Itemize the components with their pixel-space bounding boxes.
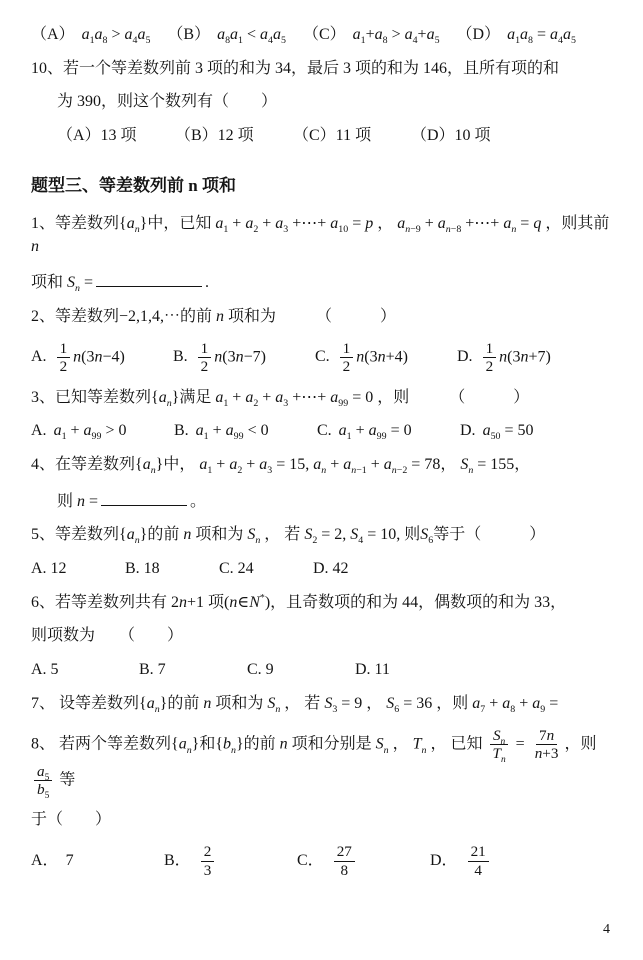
- option-label: A.: [31, 348, 47, 366]
- option: B. 7: [139, 661, 166, 679]
- option: [315, 340, 457, 376]
- q1-line2-text: 项和 $S_n$ =: [31, 274, 93, 295]
- option-value: $a_8a_1 < a_4a_5$: [217, 26, 286, 47]
- q5-options-row: [31, 558, 613, 581]
- option: [297, 843, 430, 879]
- option-value: [331, 843, 358, 879]
- q10-line2: 为 390，则这个数列有（ ）: [57, 93, 278, 111]
- fraction: $\frac{1}{2}$: [483, 340, 497, 376]
- q8-line1: 8、 若两个等差数列$\{a_n\}$和$\{b_n\}$的前 n 项和分别是 $S_n$ ， $T_n$ ， 已知 $\frac{S_n}{T_n}$ = $\frac{7n}{n+3}$ ，则 $\frac{a_5}{b_5}$ 等: [31, 726, 597, 801]
- q3-stem: 3、已知等差数列$\{a_n\}$满足 $a_1 + a_2 + a_3$ +⋯+ $a_{99} = 0$ ，则 （ ）: [31, 388, 530, 409]
- q5-stem: 5、等差数列$\{a_n\}$的前 n 项和为 $S_n$ ， 若 $S_2 = 2$, $S_4 = 10$, 则$S_6$等于（ ）: [31, 526, 546, 547]
- q1-line2-period: .: [205, 274, 209, 292]
- option: [31, 420, 174, 443]
- option-label: C.: [315, 348, 330, 366]
- option-label: D.: [457, 348, 473, 366]
- q10-options-row: [31, 125, 613, 148]
- option-value: [465, 843, 492, 879]
- option: （B）12 项: [175, 127, 254, 145]
- option: [317, 420, 460, 443]
- option-value: $\frac{1}{2}$ n(3n+4): [337, 340, 408, 376]
- option: [303, 24, 440, 47]
- option: [31, 850, 164, 873]
- blank-underline: [101, 488, 187, 506]
- section-title: 题型三、等差数列前 n 项和: [31, 175, 236, 195]
- q7-stem: 7、 设等差数列$\{a_n\}$的前 n 项和为 $S_n$ ， 若 $S_3 = 9$ ， $S_6 = 36$ ，则 $a_7 + a_8 + a_9$ =: [31, 694, 559, 716]
- q1-line1: 1、等差数列$\{a_n\}$中，已知 $a_1 + a_2 + a_3$ +⋯+ $a_{10} = p$ ， $a_{n-9} + a_{n-8}$ +⋯+ $a_n = q$ ，则其前 n: [31, 214, 610, 255]
- option-value: $a_1 + a_{99} = 0$: [338, 422, 412, 443]
- q10-line1: 10、若一个等差数列前 3 项的和为 34，最后 3 项的和为 146，且所有项的和: [31, 59, 560, 77]
- option-label: （A）: [31, 26, 75, 43]
- fraction: $\frac{2}{3}$: [201, 843, 215, 879]
- page-number: 4: [603, 922, 610, 937]
- option-value: $\frac{1}{2}$ n(3n−7): [195, 340, 266, 376]
- option-value: 7: [65, 851, 74, 869]
- q4-line2: [31, 488, 613, 514]
- q8-line2: 于（ ）: [31, 811, 112, 829]
- option: [430, 843, 563, 879]
- option-value: $a_1 + a_{99} > 0$: [53, 422, 127, 443]
- q9-options-row: [31, 24, 613, 47]
- q3-options-row: [31, 420, 613, 443]
- option: C. 9: [247, 661, 274, 679]
- q4-line2-period: 。: [190, 492, 207, 510]
- option: [174, 420, 317, 443]
- fraction: $\frac{7n}{n+3}$: [534, 726, 559, 763]
- option-value: $\frac{1}{2}$ n(3n+7): [480, 340, 551, 376]
- option-label: C．: [297, 851, 324, 869]
- q4-line2-text: 则 n =: [57, 492, 99, 510]
- option-label: B．: [164, 851, 191, 869]
- fraction: $\frac{21}{4}$: [468, 843, 489, 879]
- fraction: $\frac{1}{2}$: [198, 340, 212, 376]
- option-label: A．: [31, 851, 59, 869]
- q1-line2: [31, 269, 613, 295]
- option-label: A.: [31, 422, 47, 440]
- option-value: $\frac{1}{2}$ n(3n−4): [54, 340, 125, 376]
- q6-options-row: [31, 659, 613, 682]
- option-label: D．: [430, 851, 458, 869]
- q6-line2: 则项数为 （ ）: [31, 627, 184, 645]
- blank-underline: [96, 269, 202, 287]
- option: [173, 340, 315, 376]
- option: （D）10 项: [411, 127, 491, 145]
- option: [164, 843, 297, 879]
- option: A. 5: [31, 661, 59, 679]
- option-label: D.: [460, 422, 476, 440]
- option: [460, 420, 603, 443]
- option-label: B.: [174, 422, 189, 440]
- option: B. 18: [125, 559, 160, 577]
- option-value: $a_1a_8 > a_4a_5$: [81, 26, 151, 47]
- fraction: $\frac{27}{8}$: [334, 843, 355, 879]
- option-label: （C）: [302, 26, 346, 43]
- q2-options-row: [31, 340, 613, 376]
- option: D. 11: [355, 661, 390, 679]
- option: （C）11 项: [293, 127, 372, 145]
- option: C. 24: [219, 559, 254, 577]
- q8-options-row: [31, 843, 613, 879]
- option: D. 42: [313, 559, 349, 577]
- option: [31, 24, 150, 47]
- option: [31, 340, 173, 376]
- q2-stem: 2、等差数列−2,1,4,⋯的前 n 项和为 （ ）: [31, 307, 397, 325]
- option-value: $a_1+a_8 > a_4+a_5$: [352, 26, 440, 47]
- option: [457, 340, 599, 376]
- fraction: $\frac{a_5}{b_5}$: [34, 763, 52, 799]
- option-value: $a_1a_8 = a_4a_5$: [507, 26, 576, 47]
- option: （A）13 项: [57, 127, 137, 145]
- q6-line1: 6、若等差数列共有 2n+1 项(n∈N*)，且奇数项的和为 44，偶数项的和为 33，: [31, 592, 567, 611]
- fraction: $\frac{1}{2}$: [57, 340, 71, 376]
- q4-line1: 4、在等差数列$\{a_n\}$中， $a_1 + a_2 + a_3 = 15$, $a_n + a_{n-1} + a_{n-2} = 78$， $S_n = 155$，: [31, 456, 531, 477]
- option-label: （D）: [456, 26, 501, 43]
- option-value: [198, 843, 218, 879]
- option-label: B.: [173, 348, 188, 366]
- option-label: （B）: [167, 26, 211, 43]
- fraction: $\frac{1}{2}$: [340, 340, 354, 376]
- option: [457, 24, 576, 47]
- option: [167, 24, 286, 47]
- option-label: C.: [317, 422, 332, 440]
- fraction: $\frac{S_n}{T_n}$: [490, 727, 509, 763]
- option-value: $a_1 + a_{99} < 0$: [195, 422, 269, 443]
- option-value: $a_{50} = 50$: [482, 422, 534, 443]
- option: A. 12: [31, 559, 67, 577]
